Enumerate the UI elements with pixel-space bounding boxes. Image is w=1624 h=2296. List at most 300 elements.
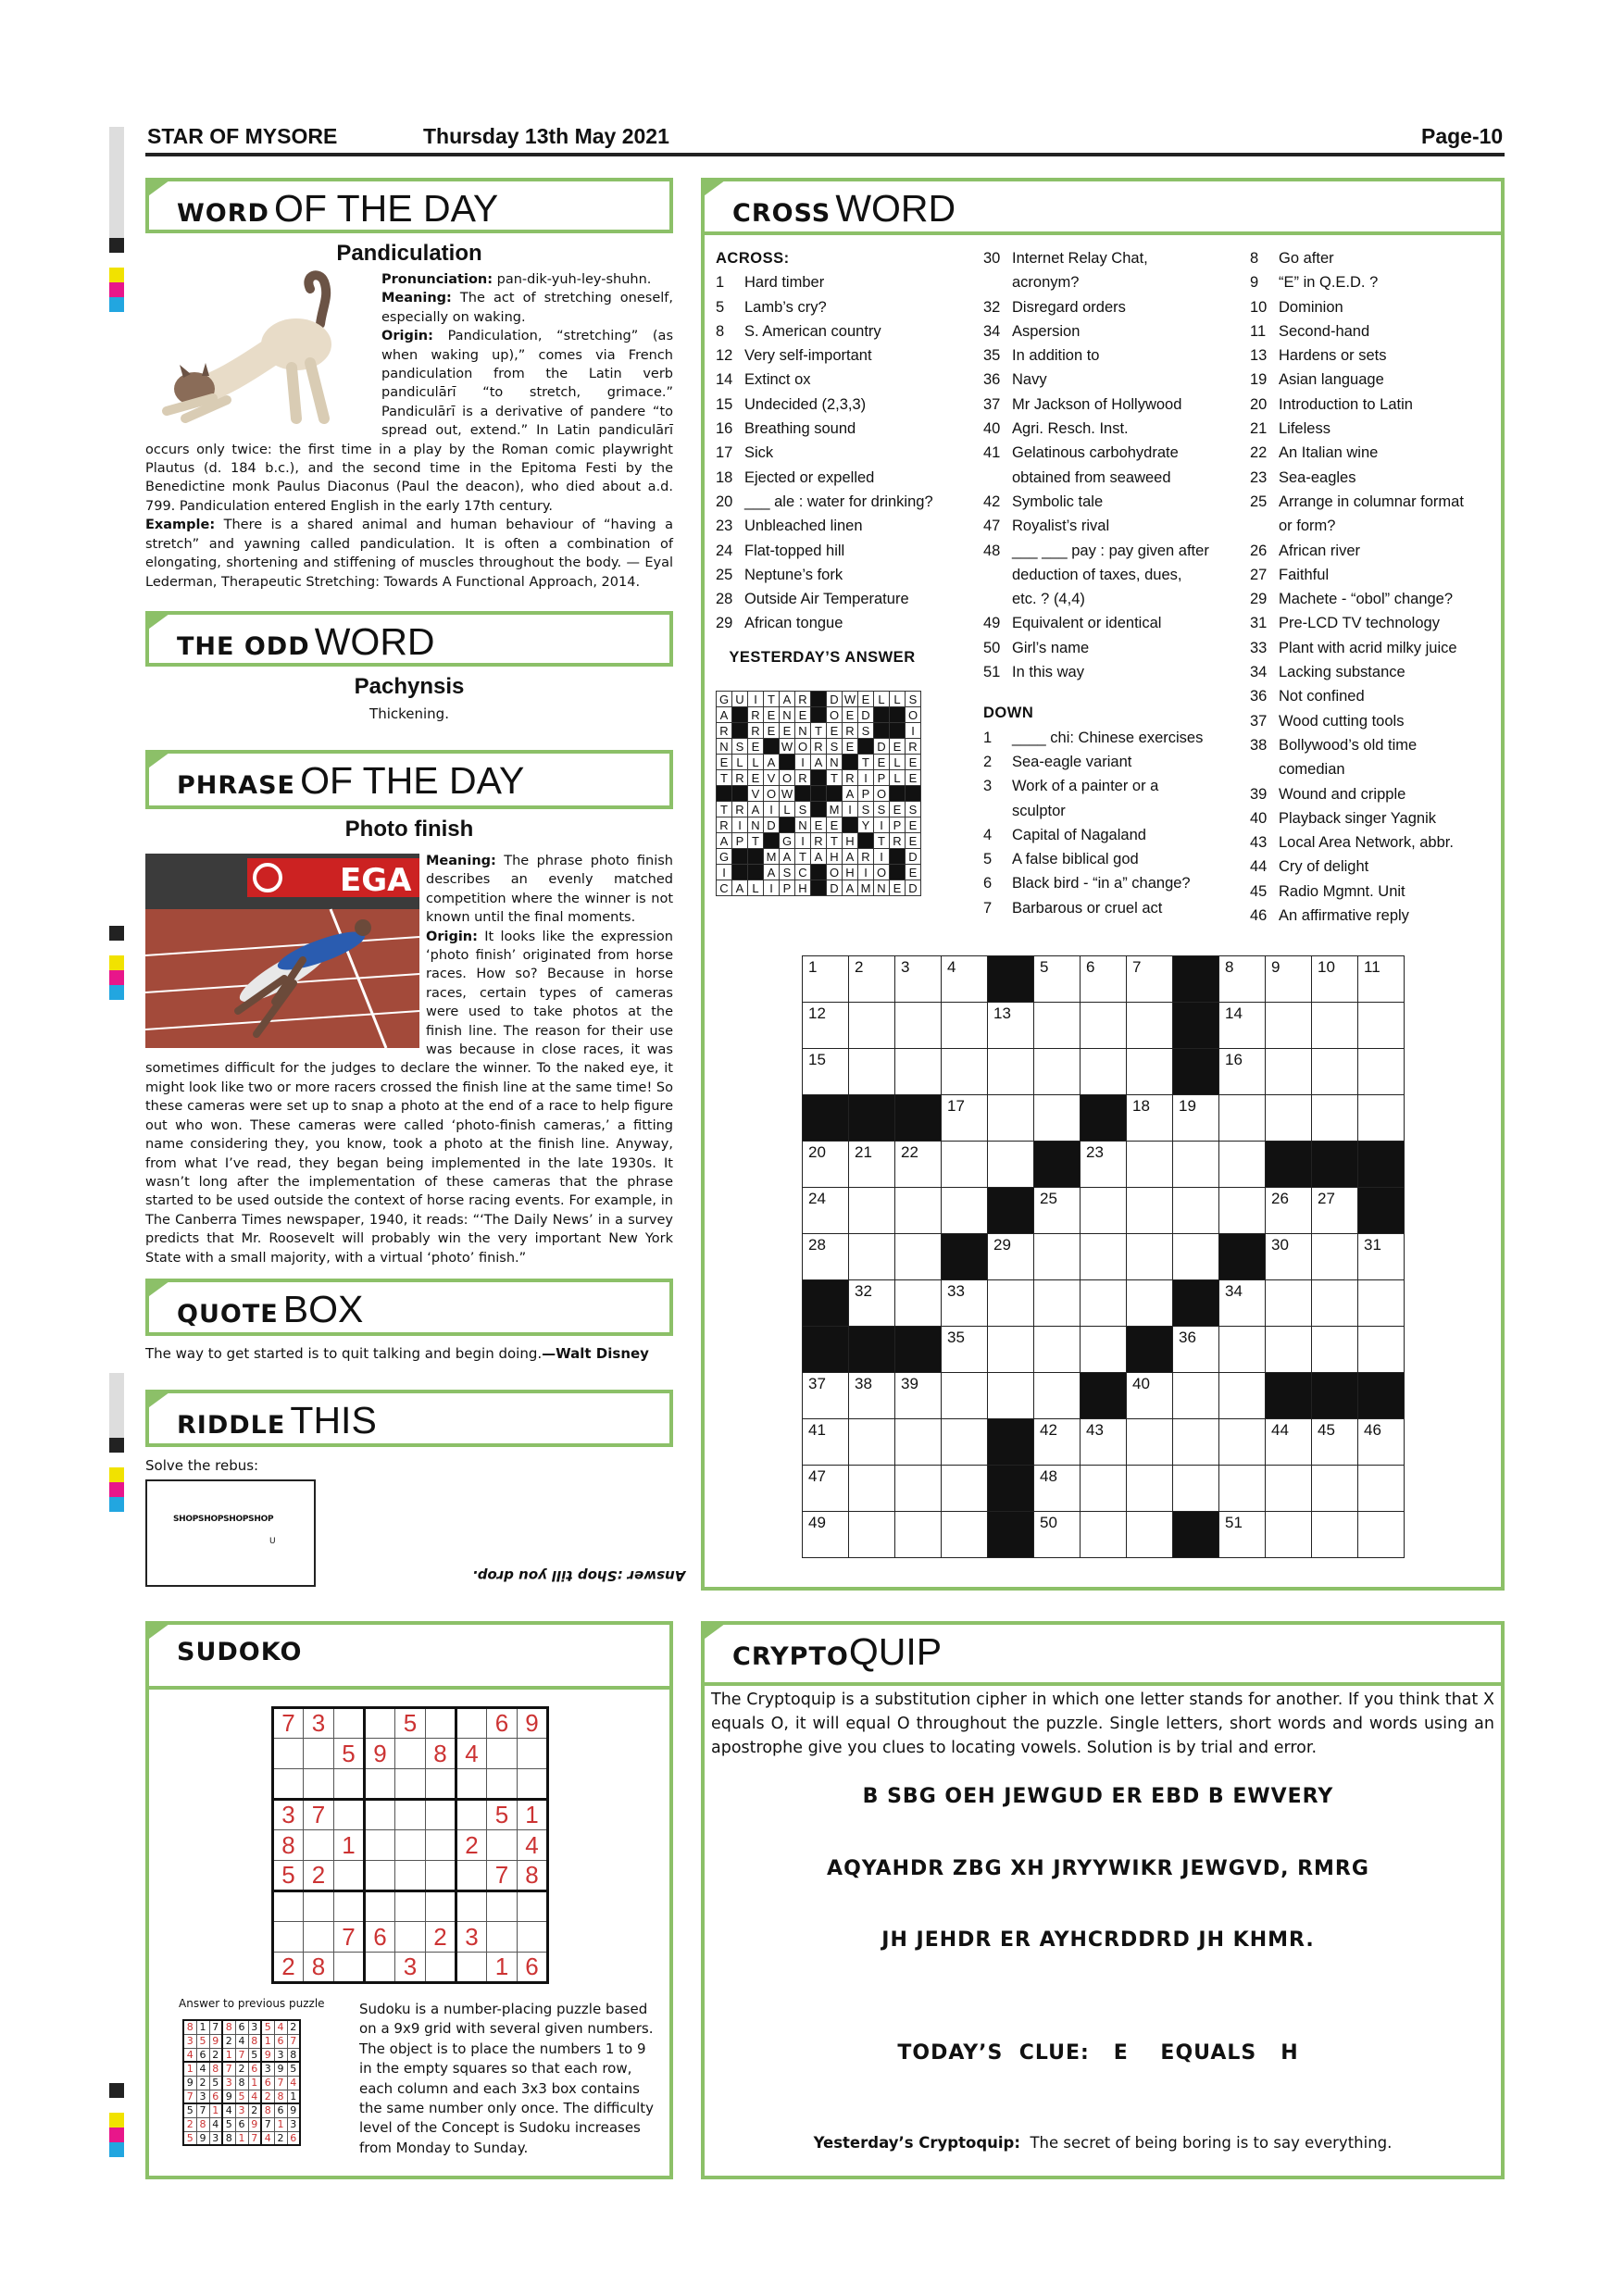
crossword-cell[interactable]: [1034, 1234, 1081, 1280]
answer-cell: U: [732, 692, 748, 707]
crossword-cell[interactable]: [1127, 1512, 1173, 1558]
clue-text: Barbarous or cruel act: [1012, 899, 1163, 917]
clue-number: [1250, 514, 1279, 538]
cell-number: 10: [1318, 958, 1335, 976]
answer-black-cell: [748, 849, 764, 865]
clue-text: or form?: [1279, 518, 1336, 535]
crossword-cell[interactable]: [1312, 1003, 1358, 1049]
crossword-cell[interactable]: [1358, 1327, 1405, 1373]
clue-number: [983, 466, 1012, 490]
crossword-cell[interactable]: [1173, 1373, 1219, 1419]
sudoku-empty-cell[interactable]: [365, 1891, 395, 1922]
answer-black-cell: [811, 770, 827, 786]
sudoku-empty-cell[interactable]: [365, 1800, 395, 1830]
clue-text: “E” in Q.E.D. ?: [1279, 274, 1379, 292]
sudoku-empty-cell[interactable]: [304, 1830, 334, 1861]
sudoku-empty-cell[interactable]: [456, 1953, 487, 1983]
cell-number: 3: [901, 958, 910, 976]
clue-text: Internet Relay Chat,: [1012, 250, 1148, 267]
sudoku-answer-cell: 4: [235, 2034, 248, 2048]
clue-item: [983, 896, 1243, 920]
word-of-day-body: Pronunciation: pan-dik-yuh-ley-shuhn. Meaning: The act of stretching oneself, especially on waking. Origin: Pandiculation, “stretching” (as when waking up),” comes via French pandiculation from the Latin verb pandiculārī “to stretch, grimace.” Pandiculārī is a derivative of pandere “to spread out, extend.” In Latin pandiculārī occurs only twice: the first time in a play by the Roman comic playwright Plautus (d. 184 b.c.), and the second time in the Epitoma Festi by the Benedictine monk Paulus Diaconus (Paul the deacon), who died about a.d. 799. Pandiculation entered English in the early 17th century. Example: There is a shared animal and human behaviour of “having a stretch” and yawning called pandiculation. It is often a combination of elongating, shortening and stiffening of muscles throughout the body. — Eyal Lederman, Therapeutic Stretching: Towards A Functional Approach, 2014.: [145, 272, 673, 590]
crossword-cell[interactable]: [1266, 1095, 1312, 1142]
crossword-black-cell: [849, 1095, 895, 1142]
clue-item: [983, 750, 1243, 774]
word-of-day-title: WORD OF THE DAY: [177, 187, 499, 230]
crossword-cell[interactable]: [803, 1419, 849, 1466]
sudoku-empty-cell[interactable]: [365, 1708, 395, 1739]
sudoku-answer-cell: 7: [183, 2090, 196, 2103]
crossword-cell[interactable]: [895, 1512, 942, 1558]
clue-item: [1250, 830, 1505, 855]
crossword-cell[interactable]: [1358, 1280, 1405, 1327]
crossword-cell[interactable]: [1034, 1327, 1081, 1373]
crossword-cell[interactable]: [1173, 1234, 1219, 1280]
sudoku-empty-cell[interactable]: [487, 1769, 518, 1800]
crossword-cell[interactable]: [988, 1234, 1034, 1280]
crossword-cell[interactable]: [988, 1095, 1034, 1142]
crossword-cell[interactable]: [988, 1003, 1034, 1049]
clue-text: Sick: [744, 444, 774, 462]
sudoku-given-cell: 9: [365, 1739, 395, 1769]
crossword-cell[interactable]: [1127, 1234, 1173, 1280]
sudoku-answer-cell: 9: [248, 2117, 261, 2131]
sudoku-answer-cell: 9: [183, 2076, 196, 2090]
sudoku-empty-cell[interactable]: [273, 1922, 304, 1953]
crossword-cell[interactable]: [1081, 1003, 1127, 1049]
crossword-cell[interactable]: [942, 1512, 988, 1558]
crossword-cell[interactable]: [1266, 1049, 1312, 1095]
crossword-cell[interactable]: [895, 1280, 942, 1327]
clue-text: etc. ? (4,4): [1012, 591, 1085, 608]
sudoku-empty-cell[interactable]: [395, 1769, 426, 1800]
sudoku-answer-cell: 8: [235, 2076, 248, 2090]
registration-mark: [109, 2083, 124, 2157]
crossword-cell[interactable]: [849, 1466, 895, 1512]
crossword-cell[interactable]: [1127, 1373, 1173, 1419]
sudoku-empty-cell[interactable]: [365, 1861, 395, 1891]
crossword-cell[interactable]: [895, 1419, 942, 1466]
crossword-cell[interactable]: [803, 1188, 849, 1234]
crossword-cell[interactable]: [1312, 1280, 1358, 1327]
crossword-cell[interactable]: [895, 1466, 942, 1512]
clue-text: Hardens or sets: [1279, 347, 1387, 365]
answer-cell: E: [811, 817, 827, 833]
answer-cell: E: [890, 739, 906, 755]
crossword-cell[interactable]: [1034, 1188, 1081, 1234]
sudoku-empty-cell[interactable]: [456, 1891, 487, 1922]
sudoku-empty-cell[interactable]: [518, 1769, 548, 1800]
clue-text: ___ ___ pay : pay given after: [1012, 542, 1209, 559]
sudoku-empty-cell[interactable]: [426, 1861, 456, 1891]
crossword-cell[interactable]: [988, 1142, 1034, 1188]
crossword-cell[interactable]: [1127, 1142, 1173, 1188]
crossword-cell[interactable]: [1266, 1234, 1312, 1280]
crossword-cell[interactable]: [1034, 956, 1081, 1003]
crossword-cell[interactable]: [1081, 1419, 1127, 1466]
crossword-cell[interactable]: [1266, 1003, 1312, 1049]
crossword-cell[interactable]: [849, 1419, 895, 1466]
crossword-cell[interactable]: [1219, 1095, 1266, 1142]
crossword-cell[interactable]: [1081, 1049, 1127, 1095]
crossword-cell[interactable]: [1312, 1049, 1358, 1095]
sudoku-empty-cell[interactable]: [365, 1953, 395, 1983]
crossword-cell[interactable]: [803, 956, 849, 1003]
crossword-cell[interactable]: [942, 1466, 988, 1512]
crossword-cell[interactable]: [849, 1234, 895, 1280]
sudoku-empty-cell[interactable]: [487, 1739, 518, 1769]
clue-number: 50: [983, 639, 1001, 656]
banner-corner: [701, 1621, 729, 1641]
crossword-cell[interactable]: [1127, 1049, 1173, 1095]
sudoku-empty-cell[interactable]: [365, 1830, 395, 1861]
crossword-cell[interactable]: [1081, 1512, 1127, 1558]
crossword-cell[interactable]: [1219, 1142, 1266, 1188]
sudoku-given-cell: 4: [456, 1739, 487, 1769]
crossword-cell[interactable]: [1127, 1466, 1173, 1512]
crossword-cell[interactable]: [849, 1280, 895, 1327]
crossword-cell[interactable]: [942, 1327, 988, 1373]
answer-cell: T: [717, 802, 732, 817]
sudoku-empty-cell[interactable]: [334, 1708, 365, 1739]
crossword-cell[interactable]: [1127, 1419, 1173, 1466]
crossword-cell[interactable]: [895, 956, 942, 1003]
crossword-black-cell: [1358, 1188, 1405, 1234]
crossword-cell[interactable]: [1173, 1188, 1219, 1234]
crossword-cell[interactable]: [849, 1512, 895, 1558]
answer-cell: A: [780, 849, 795, 865]
crossword-cell[interactable]: [1127, 1003, 1173, 1049]
sudoku-empty-cell[interactable]: [304, 1769, 334, 1800]
crossword-cell[interactable]: [1081, 1280, 1127, 1327]
clue-number: 14: [716, 371, 733, 389]
sudoku-empty-cell[interactable]: [518, 1922, 548, 1953]
clue-item: [1250, 880, 1505, 904]
crossword-cell[interactable]: [1173, 1466, 1219, 1512]
crossword-cell[interactable]: [942, 1280, 988, 1327]
crossword-cell[interactable]: [1173, 1142, 1219, 1188]
answer-black-cell: [780, 755, 795, 770]
crossword-black-cell: [849, 1327, 895, 1373]
crossword-cell[interactable]: [1081, 1327, 1127, 1373]
sudoku-empty-cell[interactable]: [456, 1769, 487, 1800]
crossword-cell[interactable]: [1127, 1188, 1173, 1234]
across-clues-2: [983, 246, 1243, 684]
sudoku-answer-cell: 7: [274, 2076, 287, 2090]
sudoku-empty-cell[interactable]: [334, 1800, 365, 1830]
clue-text: Faithful: [1279, 566, 1330, 583]
crossword-cell[interactable]: [1127, 956, 1173, 1003]
crossword-cell[interactable]: [1034, 1095, 1081, 1142]
sudoku-empty-cell[interactable]: [487, 1891, 518, 1922]
sudoku-empty-cell[interactable]: [456, 1861, 487, 1891]
sudoku-empty-cell[interactable]: [426, 1708, 456, 1739]
sudoku-answer-cell: 5: [196, 2034, 209, 2048]
clue-text: Disregard orders: [1012, 298, 1126, 316]
down-heading: DOWN: [983, 705, 1034, 722]
crossword-cell[interactable]: [1034, 1003, 1081, 1049]
sudoku-empty-cell[interactable]: [456, 1708, 487, 1739]
clue-number: 31: [1250, 615, 1268, 632]
crossword-cell[interactable]: [1081, 1466, 1127, 1512]
sudoku-answer-cell: 2: [196, 2076, 209, 2090]
crossword-cell[interactable]: [895, 1049, 942, 1095]
sudoku-answer-cell: 8: [183, 2020, 196, 2034]
crossword-cell[interactable]: [1358, 1234, 1405, 1280]
crossword-cell[interactable]: [803, 1373, 849, 1419]
crossword-black-cell: [1173, 1280, 1219, 1327]
cell-number: 26: [1271, 1190, 1289, 1207]
crossword-cell[interactable]: [895, 1142, 942, 1188]
crossword-cell[interactable]: [942, 1142, 988, 1188]
crossword-cell[interactable]: [1312, 1234, 1358, 1280]
answer-cell: E: [843, 739, 858, 755]
sudoku-empty-cell[interactable]: [273, 1739, 304, 1769]
crossword-cell[interactable]: [1081, 1142, 1127, 1188]
crossword-cell[interactable]: [1219, 1049, 1266, 1095]
crossword-cell[interactable]: [1358, 1003, 1405, 1049]
crossword-cell[interactable]: [1358, 1095, 1405, 1142]
answer-cell: S: [858, 723, 874, 739]
sudoku-given-cell: 7: [304, 1800, 334, 1830]
crossword-cell[interactable]: [942, 1003, 988, 1049]
answer-black-cell: [906, 786, 921, 802]
sudoku-empty-cell[interactable]: [304, 1739, 334, 1769]
crossword-cell[interactable]: [1358, 1466, 1405, 1512]
crossword-cell[interactable]: [1034, 1049, 1081, 1095]
answer-cell: D: [906, 880, 921, 896]
crossword-cell[interactable]: [1219, 1003, 1266, 1049]
crossword-cell[interactable]: [942, 956, 988, 1003]
crossword-cell[interactable]: [1219, 1512, 1266, 1558]
crossword-cell[interactable]: [1312, 1327, 1358, 1373]
crossword-cell[interactable]: [1312, 956, 1358, 1003]
crossword-cell[interactable]: [1034, 1280, 1081, 1327]
crossword-cell[interactable]: [988, 1327, 1034, 1373]
answer-cell: E: [890, 802, 906, 817]
sudoku-empty-cell[interactable]: [395, 1922, 426, 1953]
sudoku-empty-cell[interactable]: [426, 1891, 456, 1922]
clue-item: [1250, 660, 1505, 684]
crossword-cell[interactable]: [803, 1512, 849, 1558]
crossword-cell[interactable]: [1127, 1280, 1173, 1327]
clue-text: Symbolic tale: [1012, 493, 1104, 510]
clue-number: 45: [1250, 882, 1268, 900]
crossword-cell[interactable]: [1266, 1512, 1312, 1558]
crossword-cell[interactable]: [849, 956, 895, 1003]
sudoku-empty-cell[interactable]: [395, 1861, 426, 1891]
clue-number: 9: [1250, 274, 1259, 292]
clue-column-2: [983, 246, 1243, 920]
crossword-cell[interactable]: [1081, 1188, 1127, 1234]
clue-text: Extinct ox: [744, 371, 811, 389]
sudoku-answer-cell: 2: [248, 2103, 261, 2117]
crossword-cell[interactable]: [1081, 956, 1127, 1003]
cell-number: 1: [808, 958, 818, 976]
crossword-cell[interactable]: [942, 1188, 988, 1234]
crossword-cell[interactable]: [1034, 1373, 1081, 1419]
sudoku-empty-cell[interactable]: [334, 1891, 365, 1922]
sudoku-empty-cell[interactable]: [395, 1739, 426, 1769]
crossword-cell[interactable]: [1219, 1327, 1266, 1373]
answer-cell: N: [717, 739, 732, 755]
crossword-cell[interactable]: [1173, 1419, 1219, 1466]
sudoku-empty-cell[interactable]: [426, 1953, 456, 1983]
sudoku-empty-cell[interactable]: [518, 1891, 548, 1922]
crossword-cell[interactable]: [1219, 1373, 1266, 1419]
crossword-cell[interactable]: [1219, 1280, 1266, 1327]
sudoku-empty-cell[interactable]: [395, 1830, 426, 1861]
answer-cell: S: [874, 802, 890, 817]
crossword-cell[interactable]: [1173, 1095, 1219, 1142]
crossword-black-cell: [988, 1466, 1034, 1512]
crossword-cell[interactable]: [1266, 1280, 1312, 1327]
sudoku-answer-cell: 5: [248, 2048, 261, 2062]
answer-cell: R: [843, 770, 858, 786]
cell-number: 49: [808, 1514, 826, 1531]
sudoku-empty-cell[interactable]: [365, 1769, 395, 1800]
crossword-cell[interactable]: [803, 1466, 849, 1512]
crossword-cell[interactable]: [849, 1373, 895, 1419]
crossword-cell[interactable]: [1034, 1512, 1081, 1558]
sudoku-empty-cell[interactable]: [426, 1800, 456, 1830]
crossword-cell[interactable]: [1266, 1188, 1312, 1234]
crossword-cell[interactable]: [1127, 1095, 1173, 1142]
crossword-cell[interactable]: [1219, 956, 1266, 1003]
sudoku-empty-cell[interactable]: [426, 1769, 456, 1800]
answer-cell: V: [764, 770, 780, 786]
sudoku-empty-cell[interactable]: [334, 1953, 365, 1983]
sudoku-answer-cell: 2: [274, 2131, 287, 2145]
sudoku-answer-cell: 5: [287, 2062, 300, 2076]
crossword-cell[interactable]: [1266, 956, 1312, 1003]
clue-text: Hard timber: [744, 274, 825, 292]
crossword-cell[interactable]: [803, 1003, 849, 1049]
sudoku-empty-cell[interactable]: [273, 1891, 304, 1922]
answer-cell: G: [780, 833, 795, 849]
crossword-cell[interactable]: [895, 1003, 942, 1049]
answer-black-cell: [811, 802, 827, 817]
crossword-cell[interactable]: [942, 1049, 988, 1095]
answer-cell: P: [732, 833, 748, 849]
crossword-cell[interactable]: [1081, 1234, 1127, 1280]
cell-number: 47: [808, 1467, 826, 1485]
across-clues-1: [716, 270, 966, 635]
crossword-cell[interactable]: [1266, 1327, 1312, 1373]
answer-cell: A: [780, 692, 795, 707]
crossword-cell[interactable]: [1358, 1419, 1405, 1466]
crossword-cell[interactable]: [1312, 1466, 1358, 1512]
sudoku-empty-cell[interactable]: [487, 1922, 518, 1953]
sudoku-empty-cell[interactable]: [518, 1739, 548, 1769]
crossword-cell[interactable]: [1266, 1419, 1312, 1466]
clue-text: Radio Mgmnt. Unit: [1279, 882, 1405, 900]
crossword-cell[interactable]: [803, 1142, 849, 1188]
crossword-cell[interactable]: [1358, 1049, 1405, 1095]
crossword-cell[interactable]: [1312, 1419, 1358, 1466]
sudoku-empty-cell[interactable]: [395, 1891, 426, 1922]
clue-item: [1250, 587, 1505, 611]
sudoku-empty-cell[interactable]: [426, 1830, 456, 1861]
crossword-cell[interactable]: [1219, 1466, 1266, 1512]
crossword-cell[interactable]: [1219, 1419, 1266, 1466]
crossword-cell[interactable]: [849, 1003, 895, 1049]
crossword-cell[interactable]: [942, 1095, 988, 1142]
crossword-cell[interactable]: [988, 1280, 1034, 1327]
crossword-cell[interactable]: [895, 1234, 942, 1280]
sudoku-empty-cell[interactable]: [304, 1922, 334, 1953]
clue-number: 29: [716, 615, 733, 632]
crossword-cell[interactable]: [849, 1049, 895, 1095]
crossword-black-cell: [895, 1095, 942, 1142]
answer-cell: A: [764, 755, 780, 770]
crossword-cell[interactable]: [849, 1142, 895, 1188]
answer-cell: G: [717, 692, 732, 707]
sudoku-empty-cell[interactable]: [334, 1861, 365, 1891]
crossword-cell[interactable]: [988, 1049, 1034, 1095]
sudoku-empty-cell[interactable]: [304, 1891, 334, 1922]
clue-text: Breathing sound: [744, 420, 856, 438]
crossword-cell[interactable]: [1358, 956, 1405, 1003]
clue-text: Navy: [1012, 371, 1047, 389]
clue-text: Neptune’s fork: [744, 566, 843, 583]
crossword-black-cell: [803, 1327, 849, 1373]
sudoku-empty-cell[interactable]: [487, 1830, 518, 1861]
crossword-cell[interactable]: [895, 1188, 942, 1234]
crossword-cell[interactable]: [1173, 1327, 1219, 1373]
sudoku-empty-cell[interactable]: [456, 1800, 487, 1830]
sudoku-answer-cell: 2: [287, 2020, 300, 2034]
answer-cell: H: [795, 880, 811, 896]
crossword-cell[interactable]: [1312, 1095, 1358, 1142]
crossword-cell[interactable]: [803, 1234, 849, 1280]
sudoku-empty-cell[interactable]: [395, 1800, 426, 1830]
crossword-cell[interactable]: [988, 1373, 1034, 1419]
crossword-cell[interactable]: [1034, 1419, 1081, 1466]
sudoku-answer-cell: 8: [222, 2020, 235, 2034]
crossword-cell[interactable]: [942, 1419, 988, 1466]
sudoku-given-cell: 7: [334, 1922, 365, 1953]
answer-cell: E: [795, 707, 811, 723]
sudoku-empty-cell[interactable]: [334, 1769, 365, 1800]
crossword-cell[interactable]: [1266, 1466, 1312, 1512]
sudoku-answer-cell: 5: [222, 2117, 235, 2131]
down-clues-1: [983, 726, 1243, 920]
answer-cell: N: [748, 817, 764, 833]
clue-item: [983, 871, 1243, 895]
clue-number: 34: [1250, 664, 1268, 681]
clue-number: 12: [716, 347, 733, 365]
cell-number: 39: [901, 1375, 918, 1392]
crossword-cell[interactable]: [1312, 1188, 1358, 1234]
crossword-cell[interactable]: [849, 1188, 895, 1234]
answer-cell: E: [874, 755, 890, 770]
answer-black-cell: [890, 849, 906, 865]
sudoku-empty-cell[interactable]: [273, 1769, 304, 1800]
answer-cell: L: [780, 802, 795, 817]
crossword-cell[interactable]: [1219, 1188, 1266, 1234]
crossword-cell[interactable]: [1034, 1466, 1081, 1512]
crossword-cell[interactable]: [1312, 1512, 1358, 1558]
sudoku-given-cell: 8: [273, 1830, 304, 1861]
crossword-cell[interactable]: [803, 1049, 849, 1095]
clue-item: [983, 246, 1243, 270]
crossword-cell[interactable]: [895, 1373, 942, 1419]
clue-text: Gelatinous carbohydrate: [1012, 444, 1179, 462]
crossword-cell[interactable]: [1358, 1512, 1405, 1558]
crossword-cell[interactable]: [942, 1373, 988, 1419]
answer-cell: D: [874, 739, 890, 755]
